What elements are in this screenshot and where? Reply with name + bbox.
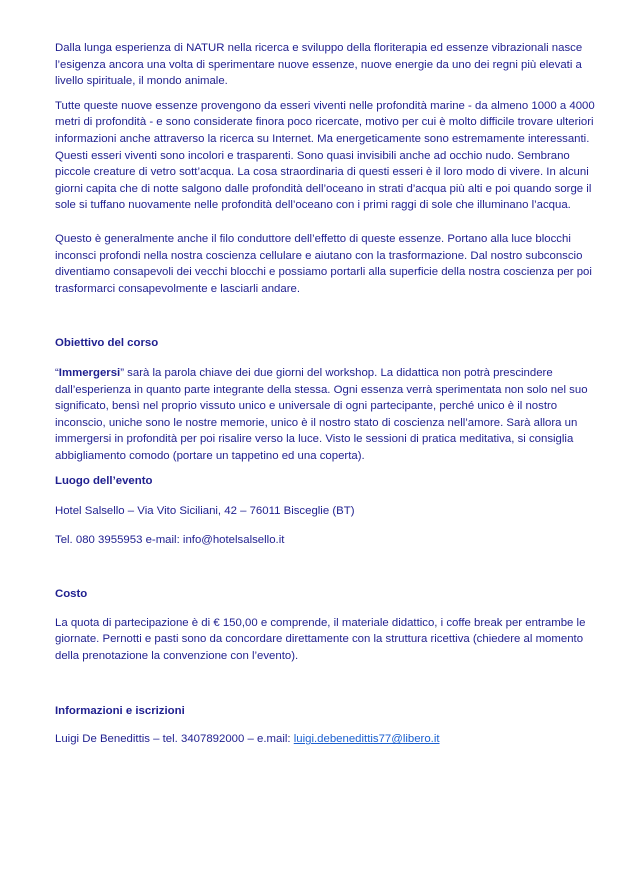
intro-paragraph-3: Questo è generalmente anche il filo conduttore dell’effetto di queste essenze. Portano alla luce blocchi inconsci profondi nella nostra coscienza cellulare e aiutano con la trasformazione. Dal nostro subconscio diventiamo consapevoli dei vecchi blocchi e possiamo portarli alla superficie della nostra coscienza per poi trasformarci consapevolmente e lasciarli andare.	[55, 232, 592, 295]
obiettivo-quote-open: “	[55, 366, 59, 379]
obiettivo-paragraph	[55, 365, 600, 465]
info-contact-prefix: Luigi De Benedittis – tel. 3407892000 – e.mail:	[55, 733, 294, 746]
luogo-contact: Tel. 080 3955953 e-mail: info@hotelsalsello.it	[55, 533, 285, 546]
document-page	[55, 40, 600, 748]
obiettivo-keyword: Immergersi	[58, 366, 121, 379]
luogo-heading: Luogo dell’evento	[55, 475, 153, 488]
info-email-link[interactable]: luigi.debenedittis77@libero.it	[293, 733, 440, 746]
luogo-address: Hotel Salsello – Via Vito Siciliani, 42 – 76011 Bisceglie (BT)	[55, 505, 355, 518]
info-heading: Informazioni e iscrizioni	[55, 704, 185, 717]
info-contact	[55, 731, 600, 748]
costo-heading: Costo	[55, 588, 88, 601]
intro-paragraph-2: Tutte queste nuove essenze provengono da esseri viventi nelle profondità marine - da almeno 1000 a 4000 metri di profondità - e sono considerate finora poco ricercate, motivo per cui è molto difficile trovare ulteriori informazioni anche attraverso la ricerca su Internet. Ma energeticamente sono estremamente interessanti. Questi esseri viventi sono incolori e trasparenti. Sono quasi invisibili anche ad occhio nudo. Sembrano piccole creature di vetro sott’acqua. La cosa straordinaria di questi esseri è il loro modo di vivere. In alcuni giorni capita che di notte salgono dalle profondità dell’oceano in strati d’acqua più alti e poi quando sorge il sole si tuffano nuovamente nelle profondità dell’oceano con i primi raggi di sole che illuminano l’acqua.	[55, 99, 595, 212]
obiettivo-body: ” sarà la parola chiave dei due giorni del workshop. La didattica non potrà prescindere dall’esperienza in quanto parte integrante della stessa. Ogni essenza verrà sperimentata non solo nel suo significato, bensì nel proprio vissuto unico e universale di ogni partecipante, perché unico è il nostro inconscio, uniche sono le nostre memorie, unico è il nostro stato di coscienza nell’amore. Sarà allora un immergersi in profondità per poi risalire verso la luce. Visto le sessioni di pratica meditativa, si consiglia abbigliamento comodo (portare un tappetino ed una coperta).	[55, 366, 588, 462]
costo-paragraph: La quota di partecipazione è di € 150,00 e comprende, il materiale didattico, i coffe break per entrambe le giornate. Pernotti e pasti sono da concordare direttamente con la struttura ricettiva (chiedere al momento della prenotazione la convenzione con l’evento).	[55, 616, 586, 663]
intro-paragraph-1: Dalla lunga esperienza di NATUR nella ricerca e sviluppo della floriterapia ed essenze vibrazionali nasce l’esigenza ancora una volta di sperimentare nuove essenze, nuove energie da uno dei regni più elevati a livello spirituale, il mondo animale.	[55, 42, 583, 88]
obiettivo-heading: Obiettivo del corso	[55, 337, 159, 350]
